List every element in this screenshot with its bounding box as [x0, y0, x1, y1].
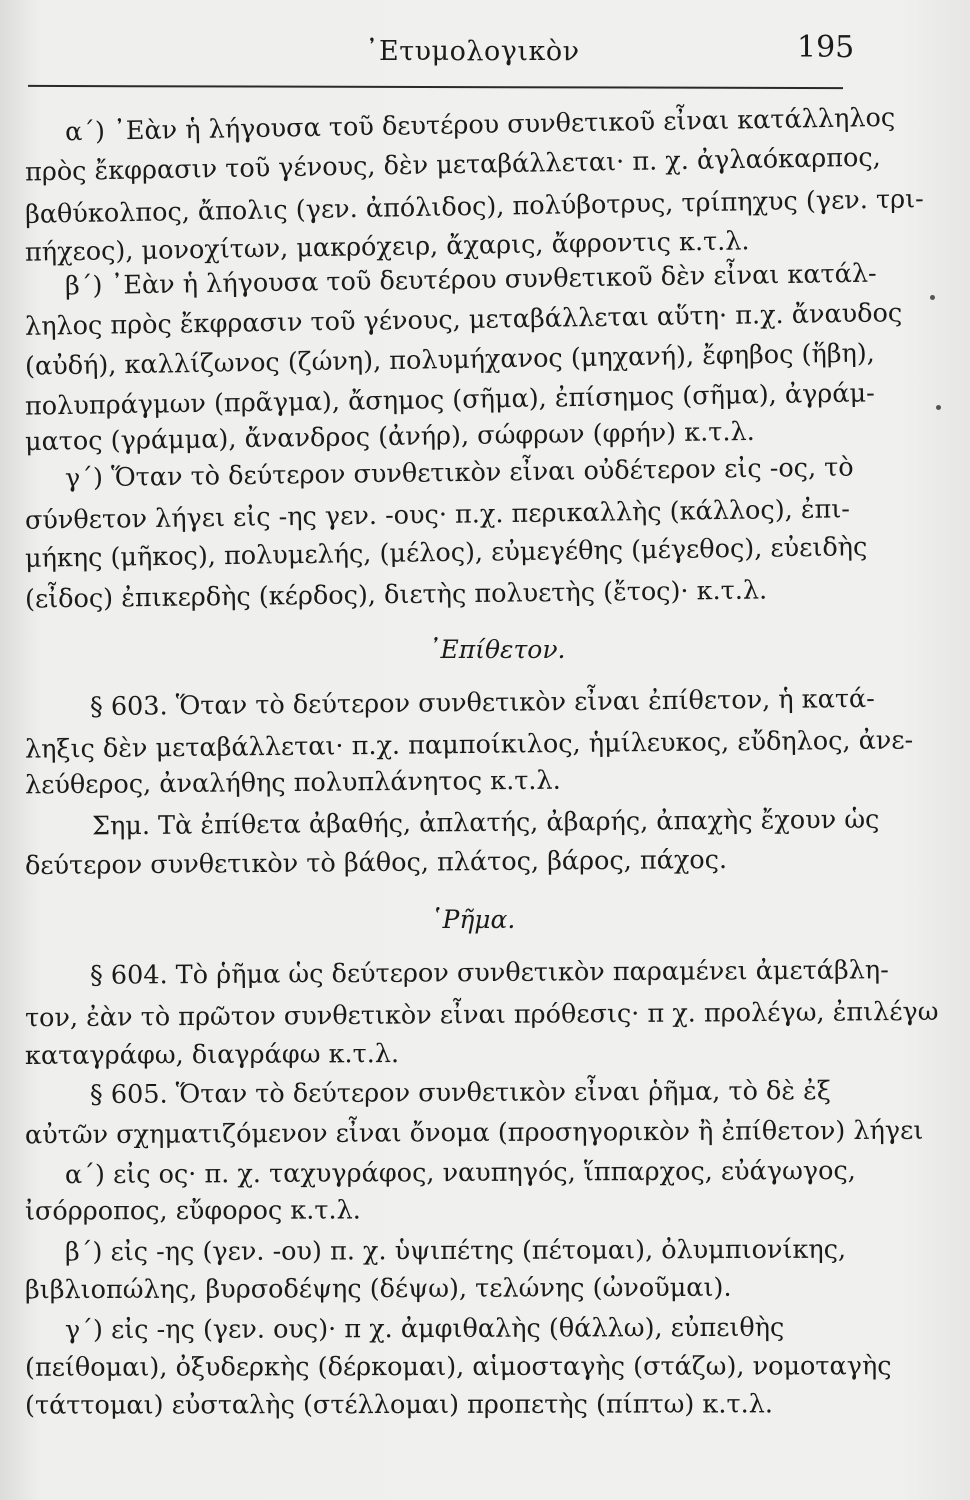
- margin-speck: [936, 405, 941, 410]
- text-line: λεύθερος, ἀναλήθης πολυπλάνητος κ.τ.λ.: [24, 765, 561, 801]
- text-line: (πείθομαι), ὀξυδερκὴς (δέρκομαι), αἱμοσταγὴς (στάζω), νομοταγὴς: [24, 1351, 892, 1383]
- text-line: ληλος πρὸς ἔκφρασιν τοῦ γένους, μεταβάλλεται αὕτη· π.χ. ἄναυδος: [24, 298, 903, 342]
- text-line: πρὸς ἔκφρασιν τοῦ γένους, δὲν μεταβάλλεται· π. χ. ἀγλαόκαρπος,: [24, 142, 882, 188]
- text-line: § 604. Τὸ ῥῆμα ὡς δεύτερον συνθετικὸν παραμένει ἀμετάβλη-: [89, 955, 889, 991]
- text-line: γ΄) Ὅταν τὸ δεύτερον συνθετικὸν εἶναι οὐδέτερον εἰς -ος, τὸ: [64, 452, 854, 494]
- text-line: τον, ἐὰν τὸ πρῶτον συνθετικὸν εἶναι πρόθεσις· π χ. προλέγω, ἐπιλέγω: [24, 996, 939, 1034]
- text-line: (εἶδος) ἐπικερδὴς (κέρδος), διετὴς πολυετὴς (ἔτος)· κ.τ.λ.: [24, 575, 768, 615]
- text-line: α΄) ᾿Εὰν ἡ λήγουσα τοῦ δευτέρου συνθετικοῦ εἶναι κατάλληλος: [64, 102, 896, 148]
- text-line: δεύτερον συνθετικὸν τὸ βάθος, πλάτος, βάρος, πάχος.: [24, 844, 728, 882]
- section-heading-epitheton: ᾿Επίθετον.: [428, 635, 566, 664]
- margin-speck: [930, 295, 935, 300]
- running-title: ᾿Ετυμολογικὸν: [365, 36, 580, 67]
- text-line: Σημ. Τὰ ἐπίθετα ἀβαθής, ἀπλατής, ἀβαρής, ἀπαχὴς ἔχουν ὡς: [91, 804, 880, 842]
- text-line: πολυπράγμων (πρᾶγμα), ἄσημος (σῆμα), ἐπίσημος (σῆμα), ἀγράμ-: [24, 378, 875, 422]
- text-line: (τάττομαι) εὐσταλὴς (στέλλομαι) προπετὴς (πίπτω) κ.τ.λ.: [24, 1389, 773, 1421]
- text-line: πήχεος), μονοχίτων, μακρόχειρ, ἄχαρις, ἄφροντις κ.τ.λ.: [24, 226, 750, 268]
- text-line: βιβλιοπώλης, βυρσοδέψης (δέψω), τελώνης (ὠνοῦμαι).: [24, 1272, 732, 1306]
- text-line: α΄) εἰς ος· π. χ. ταχυγράφος, ναυπηγός, ἵππαρχος, εὐάγωγος,: [64, 1155, 856, 1191]
- section-heading-rema: ῾Ρῆμα.: [430, 905, 516, 934]
- text-line: βαθύκολπος, ἄπολις (γεν. ἀπόλιδος), πολύβοτρυς, τρίπηχυς (γεν. τρι-: [24, 184, 924, 230]
- text-line: (αὐδή), καλλίζωνος (ζώνη), πολυμήχανος (μηχανή), ἔφηβος (ἥβη),: [24, 338, 876, 382]
- text-line: μήκης (μῆκος), πολυμελής, (μέλος), εὐμεγέθης (μέγεθος), εὐειδὴς: [24, 532, 868, 574]
- text-line: ληξις δὲν μεταβάλλεται· π.χ. παμποίκιλος, ἡμίλευκος, εὔδηλος, ἀνε-: [24, 725, 914, 765]
- text-line: καταγράφω, διαγράφω κ.τ.λ.: [24, 1039, 400, 1071]
- text-line: β΄) ᾿Εὰν ἡ λήγουσα τοῦ δευτέρου συνθετικοῦ δὲν εἶναι κατάλ-: [64, 258, 877, 302]
- page-number: 195: [797, 30, 855, 65]
- text-line: σύνθετον λήγει εἰς -ης γεν. -ους· π.χ. περικαλλὴς (κάλλος), ἐπι-: [24, 494, 851, 536]
- text-line: β΄) εἰς -ης (γεν. -ου) π. χ. ὑψιπέτης (πέτομαι), ὀλυμπιονίκης,: [64, 1234, 847, 1268]
- text-line: γ΄) εἰς -ης (γεν. ους)· π χ. ἀμφιθαλὴς (θάλλω), εὐπειθὴς: [64, 1312, 785, 1346]
- text-line: ματος (γράμμα), ἄνανδρος (ἀνήρ), σώφρων (φρήν) κ.τ.λ.: [24, 416, 755, 458]
- text-line: ἰσόρροπος, εὔφορος κ.τ.λ.: [24, 1195, 361, 1227]
- text-line: § 603. Ὅταν τὸ δεύτερον συνθετικὸν εἶναι ἐπίθετον, ἡ κατά-: [89, 683, 875, 723]
- text-line: § 605. Ὅταν τὸ δεύτερον συνθετικὸν εἶναι ῥῆμα, τὸ δὲ ἐξ: [89, 1076, 831, 1110]
- text-line: αὐτῶν σχηματιζόμενον εἶναι ὄνομα (προσηγορικὸν ἢ ἐπίθετον) λήγει: [24, 1115, 924, 1151]
